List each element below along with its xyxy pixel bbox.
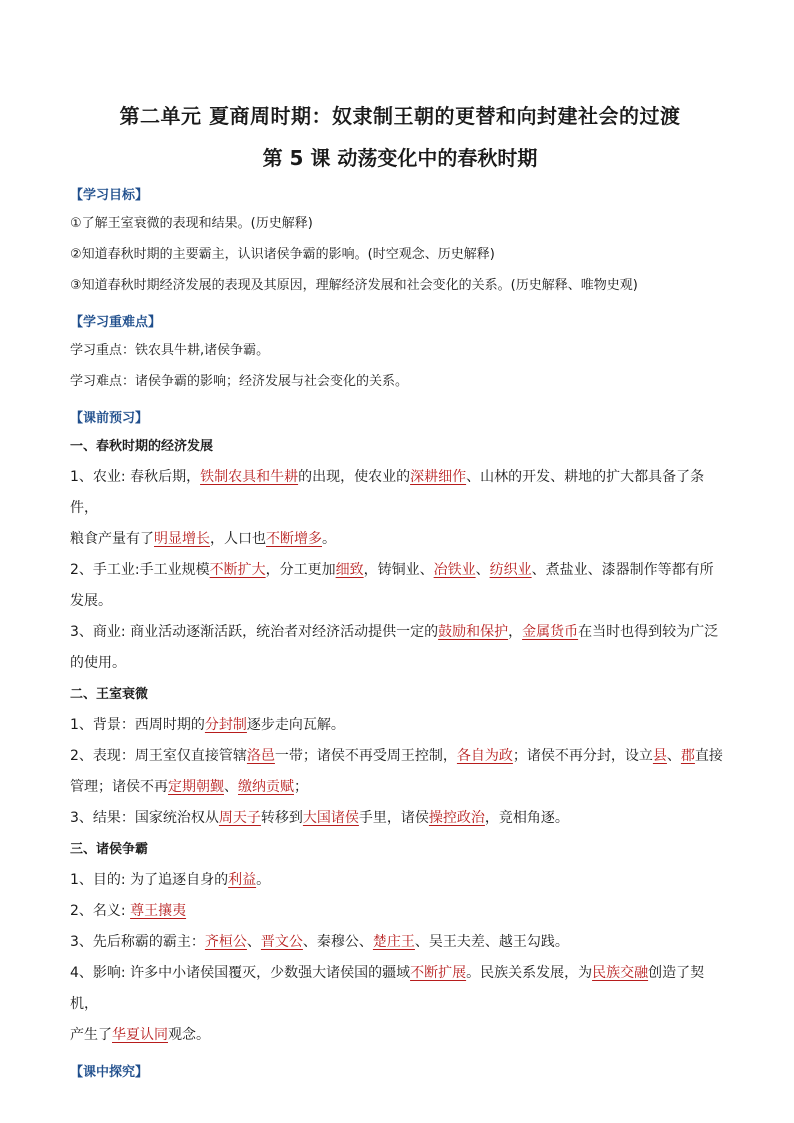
answer: 缴纳贡赋 [238, 779, 294, 795]
text: ，人口也 [210, 531, 266, 547]
answer: 大国诸侯 [302, 810, 359, 826]
royal-manifestation [70, 741, 730, 803]
answer: 晋文公 [260, 934, 303, 950]
text: 1、农业: 春秋后期， [70, 469, 201, 485]
royal-result [70, 803, 730, 834]
answer: 操控政治 [428, 810, 485, 826]
text: 、秦穆公、 [302, 934, 373, 950]
text: ，竞相角逐。 [484, 810, 569, 826]
text: 、 [224, 779, 238, 795]
answer: 分封制 [204, 717, 247, 733]
text: 手里，诸侯 [358, 810, 429, 826]
section-royal-title: 二、王室衰微 [70, 687, 149, 702]
lesson-title: 第 5 课 动荡变化中的春秋时期 [262, 146, 538, 170]
text: 、煮盐业、漆器制作等都有所 [531, 562, 714, 578]
answer: 不断增多 [266, 531, 322, 547]
hegemony-name [70, 896, 730, 927]
inclass-header: 【课中探究】 [70, 1065, 149, 1080]
text: 3、商业: 商业活动逐渐活跃，统治者对经济活动提供一定的 [70, 624, 439, 640]
text: 、 [475, 562, 490, 578]
objectives-header: 【学习目标】 [70, 188, 149, 203]
objective-3: ③知道春秋时期经济发展的表现及其原因，理解经济发展和社会变化的关系。(历史解释、唯物史观) [70, 278, 638, 293]
answer: 齐桓公 [204, 934, 247, 950]
text: 2、手工业:手工业规模 [70, 562, 210, 578]
text: 、 [666, 748, 681, 764]
answer: 纺织业 [489, 562, 532, 578]
preview-header: 【课前预习】 [70, 411, 149, 426]
hegemony-impact [70, 958, 730, 1051]
hegemony-goal [70, 865, 730, 896]
text: 产生了 [70, 1027, 112, 1043]
text: 管理；诸侯不再 [70, 779, 168, 795]
text: 2、表现：周王室仅直接管辖 [70, 748, 247, 764]
royal-background [70, 710, 730, 741]
answer: 不断扩展 [410, 965, 467, 981]
text: 粮食产量有了 [70, 531, 154, 547]
commerce-paragraph [70, 617, 730, 679]
text: 、吴王夫差、越王勾践。 [414, 934, 569, 950]
unit-title: 第二单元 夏商周时期：奴隶制王朝的更替和向封建社会的过渡 [119, 104, 681, 128]
objective-2: ②知道春秋时期的主要霸主，认识诸侯争霸的影响。(时空观念、历史解释) [70, 247, 495, 262]
text: 直接 [694, 748, 723, 764]
key-focus: 学习重点：铁农具牛耕,诸侯争霸。 [70, 343, 270, 358]
answer: 不断扩大 [209, 562, 266, 578]
agriculture-paragraph [70, 462, 730, 555]
text: 的使用。 [70, 655, 126, 671]
answer: 细致 [335, 562, 364, 578]
text: ；诸侯不再分封，设立 [512, 748, 653, 764]
text: ， [508, 624, 523, 640]
text: 1、背景：西周时期的 [70, 717, 205, 733]
text: ，分工更加 [265, 562, 336, 578]
answer: 金属货币 [522, 624, 579, 640]
answer: 冶铁业 [433, 562, 476, 578]
answer: 郡 [680, 748, 695, 764]
keypoints-header: 【学习重难点】 [70, 315, 162, 330]
answer: 尊王攘夷 [130, 903, 187, 919]
text: 。 [322, 531, 336, 547]
text: 观念。 [168, 1027, 210, 1043]
answer: 定期朝觐 [168, 779, 224, 795]
text: 一带；诸侯不再受周王控制， [274, 748, 457, 764]
text: 逐步走向瓦解。 [246, 717, 345, 733]
answer: 铁制农具和牛耕 [200, 469, 299, 485]
answer: 洛邑 [246, 748, 275, 764]
text: 3、先后称霸的霸主： [70, 934, 205, 950]
answer: 民族交融 [592, 965, 649, 981]
answer: 周天子 [218, 810, 261, 826]
answer: 楚庄王 [372, 934, 415, 950]
text: ； [294, 779, 308, 795]
text: 、 [246, 934, 261, 950]
text: 4、影响: 许多中小诸侯国覆灭，少数强大诸侯国的疆域 [70, 965, 411, 981]
answer: 明显增长 [154, 531, 210, 547]
section-economy-title: 一、春秋时期的经济发展 [70, 439, 214, 454]
text: 3、结果：国家统治权从 [70, 810, 219, 826]
objective-1: ①了解王室衰微的表现和结果。(历史解释) [70, 216, 313, 231]
text: 2、名义: [70, 903, 131, 919]
text: 创造了契机， [70, 965, 705, 1012]
hegemony-lords [70, 927, 730, 958]
answer: 鼓励和保护 [438, 624, 509, 640]
answer: 深耕细作 [410, 469, 467, 485]
text: 、山林的开发、耕地的扩大都具备了条件， [70, 469, 705, 516]
document-page [70, 100, 730, 1085]
text: 在当时也得到较为广泛 [578, 624, 719, 640]
text: 。民族关系发展，为 [466, 965, 593, 981]
key-difficulty: 学习难点：诸侯争霸的影响；经济发展与社会变化的关系。 [70, 374, 409, 389]
answer: 县 [652, 748, 667, 764]
text: 发展。 [70, 593, 112, 609]
text: 。 [256, 872, 271, 888]
answer: 华夏认同 [112, 1027, 168, 1043]
answer: 各自为政 [456, 748, 513, 764]
text: 的出现，使农业的 [298, 469, 411, 485]
text: ，铸铜业、 [363, 562, 434, 578]
section-hegemony-title: 三、诸侯争霸 [70, 842, 149, 857]
answer: 利益 [228, 872, 257, 888]
text: 转移到 [260, 810, 303, 826]
handicraft-paragraph [70, 555, 730, 617]
text: 1、目的: 为了追逐自身的 [70, 872, 229, 888]
